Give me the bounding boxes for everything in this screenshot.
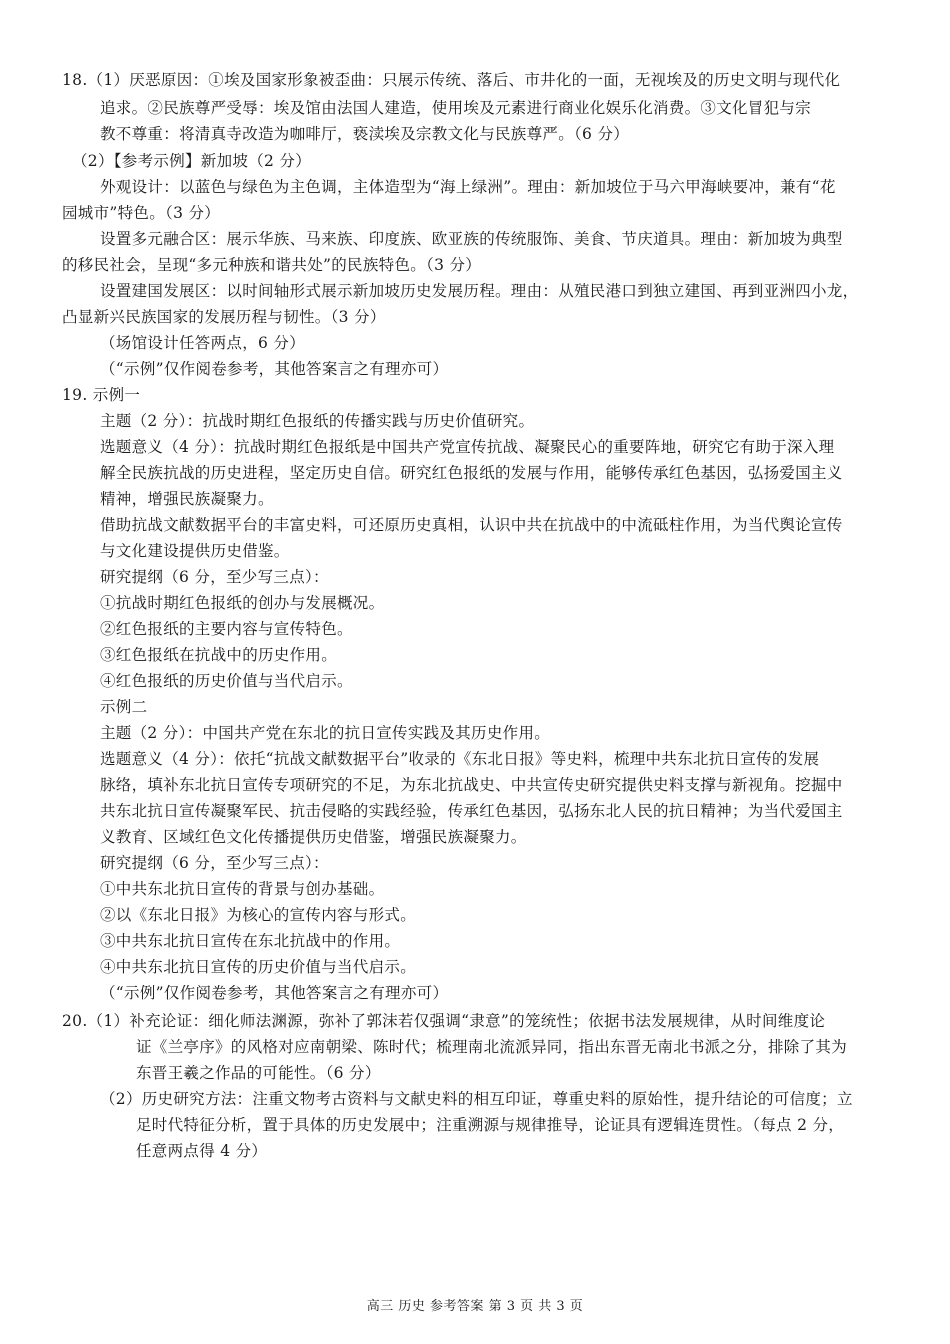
q18-part2-header: （2）【参考示例】新加坡（2 分）	[72, 152, 312, 170]
q18-part1-line1: 18.（1）厌恶原因：①埃及国家形象被歪曲：只展示传统、落后、市井化的一面，无视埃及的历史文明与现代化	[62, 71, 841, 89]
q19-ex1-platform-line2: 与文化建设提供历史借鉴。	[100, 542, 290, 560]
q19-ex1-topic: 主题（2 分）：抗战时期红色报纸的传播实践与历史价值研究。	[100, 412, 535, 430]
q19-ex2-outline-item4: ④中共东北抗日宣传的历史价值与当代启示。	[100, 958, 417, 976]
q19-example1-header: 19. 示例一	[62, 386, 141, 404]
q18-nation-building-zone-line2: 凸显新兴民族国家的发展历程与韧性。（3 分）	[62, 308, 386, 326]
q20-part1-line1: 20.（1）补充论证：细化师法渊源，弥补了郭沫若仅强调“隶意”的笼统性；依据书法发展规律，从时间维度论	[62, 1012, 826, 1030]
q19-ex2-significance-line4: 义教育、区域红色文化传播提供历史借鉴，增强民族凝聚力。	[100, 828, 527, 846]
q19-ex2-significance-line2: 脉络，填补东北抗日宣传专项研究的不足，为东北抗战史、中共宣传史研究提供史料支撑与新视角。挖掘中	[100, 776, 843, 794]
q18-nation-building-zone-line1: 设置建国发展区：以时间轴形式展示新加坡历史发展历程。理由：从殖民港口到独立建国、再到亚洲四小龙，	[100, 282, 859, 300]
q19-ex1-significance-line3: 精神，增强民族凝聚力。	[100, 490, 274, 508]
q19-ex2-outline-header: 研究提纲（6 分，至少写三点）：	[100, 854, 329, 872]
q18-part1-line3: 教不尊重：将清真寺改造为咖啡厅，亵渎埃及宗教文化与民族尊严。（6 分）	[100, 125, 630, 143]
q19-ex2-significance-line1: 选题意义（4 分）：依托“抗战文献数据平台”收录的《东北日报》等史料，梳理中共东北抗日宣传的发展	[100, 750, 820, 768]
q19-reference-note: （“示例”仅作阅卷参考，其他答案言之有理亦可）	[100, 984, 449, 1002]
q18-exterior-design-line1: 外观设计：以蓝色与绿色为主色调，主体造型为“海上绿洲”。理由：新加坡位于马六甲海峡要冲，兼有“花	[100, 178, 836, 196]
q20-part2-line1: （2）历史研究方法：注重文物考古资料与文献史料的相互印证，尊重史料的原始性，提升结论的可信度；立	[100, 1090, 853, 1108]
q19-ex2-outline-item3: ③中共东北抗日宣传在东北抗战中的作用。	[100, 932, 401, 950]
page-footer: 高三 历史 参考答案 第 3 页 共 3 页	[366, 1299, 584, 1314]
q18-multicultural-zone-line2: 的移民社会，呈现“多元种族和谐共处”的民族特色。（3 分）	[62, 256, 482, 274]
q19-ex2-topic: 主题（2 分）：中国共产党在东北的抗日宣传实践及其历史作用。	[100, 724, 551, 742]
q19-ex2-outline-item2: ②以《东北日报》为核心的宣传内容与形式。	[100, 906, 417, 924]
q18-reference-note: （“示例”仅作阅卷参考，其他答案言之有理亦可）	[100, 360, 449, 378]
q19-ex1-outline-item4: ④红色报纸的历史价值与当代启示。	[100, 672, 353, 690]
q19-ex2-outline-item1: ①中共东北抗日宣传的背景与创办基础。	[100, 880, 385, 898]
q19-ex1-platform-line1: 借助抗战文献数据平台的丰富史料，可还原历史真相，认识中共在抗战中的中流砥柱作用，为当代舆论宣传	[100, 516, 843, 534]
q20-part1-line3: 东晋王羲之作品的可能性。（6 分）	[136, 1064, 381, 1082]
q19-ex1-outline-item3: ③红色报纸在抗战中的历史作用。	[100, 646, 338, 664]
q18-multicultural-zone-line1: 设置多元融合区：展示华族、马来族、印度族、欧亚族的传统服饰、美食、节庆道具。理由：新加坡为典型	[100, 230, 843, 248]
q19-ex1-significance-line2: 解全民族抗战的历史进程，坚定历史自信。研究红色报纸的发展与作用，能够传承红色基因，弘扬爱国主义	[100, 464, 843, 482]
q19-ex1-significance-line1: 选题意义（4 分）：抗战时期红色报纸是中国共产党宣传抗战、凝聚民心的重要阵地，研究它有助于深入理	[100, 438, 835, 456]
q18-scoring-note: （场馆设计任答两点，6 分）	[100, 334, 305, 352]
q19-ex1-outline-header: 研究提纲（6 分，至少写三点）：	[100, 568, 329, 586]
q20-part2-line2: 足时代特征分析，置于具体的历史发展中；注重溯源与规律推导，论证具有逻辑连贯性。（每点 2 分，	[136, 1116, 845, 1134]
q20-part2-line3: 任意两点得 4 分）	[136, 1142, 268, 1160]
q19-ex2-significance-line3: 共东北抗日宣传凝聚军民、抗击侵略的实践经验，传承红色基因，弘扬东北人民的抗日精神；为当代爱国主	[100, 802, 843, 820]
q20-part1-line2: 证《兰亭序》的风格对应南朝梁、陈时代；梳理南北流派异同，指出东晋无南北书派之分，排除了其为	[136, 1038, 848, 1056]
q19-ex1-outline-item2: ②红色报纸的主要内容与宣传特色。	[100, 620, 353, 638]
q18-part1-line2: 追求。②民族尊严受辱：埃及馆由法国人建造，使用埃及元素进行商业化娱乐化消费。③文化冒犯与宗	[100, 99, 812, 117]
q18-exterior-design-line2: 园城市”特色。（3 分）	[62, 204, 221, 222]
q19-ex1-outline-item1: ①抗战时期红色报纸的创办与发展概况。	[100, 594, 385, 612]
q19-example2-header: 示例二	[100, 698, 148, 716]
